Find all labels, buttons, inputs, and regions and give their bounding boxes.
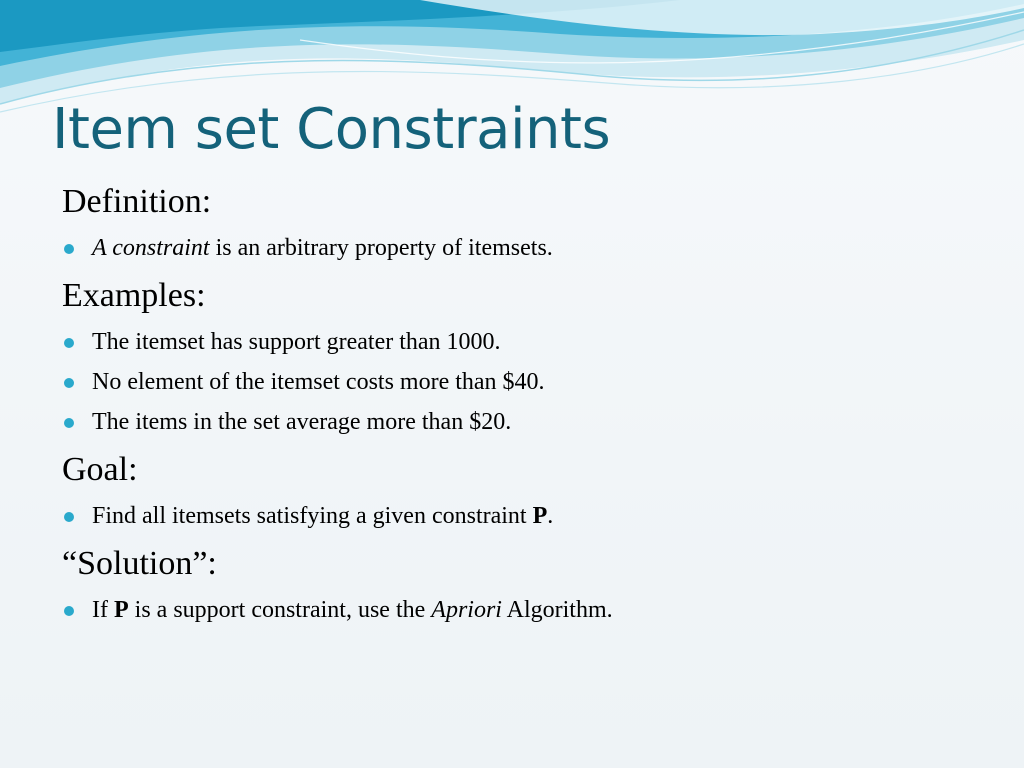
solution-term-apriori: Apriori: [431, 597, 502, 623]
heading-solution: “Solution”:: [62, 545, 217, 582]
definition-text: is an arbitrary property of itemsets.: [209, 235, 553, 261]
bullet-dot-icon: [64, 338, 74, 348]
bullet-example-2: [62, 362, 982, 402]
example-1-text: The itemset has support greater than 1000.: [92, 329, 501, 355]
solution-text-middle: is a support constraint, use the: [128, 597, 432, 623]
heading-examples: Examples:: [62, 277, 206, 314]
example-3-text: The items in the set average more than $20.: [92, 409, 512, 435]
goal-term-p: P: [532, 503, 548, 529]
bullet-solution: [62, 590, 982, 630]
bullet-dot-icon: [64, 418, 74, 428]
slide-title: Item set Constraints: [52, 97, 611, 162]
goal-text-after: .: [547, 503, 554, 529]
goal-text-before: Find all itemsets satisfying a given constraint: [92, 503, 533, 529]
bullet-example-1: [62, 322, 982, 362]
bullet-dot-icon: [64, 244, 74, 254]
bullet-example-3: [62, 402, 982, 442]
example-2-text: No element of the itemset costs more than $40.: [92, 369, 545, 395]
heading-goal: Goal:: [62, 451, 138, 488]
solution-term-p: P: [113, 597, 129, 623]
bullet-definition: [62, 228, 982, 268]
bullet-dot-icon: [64, 512, 74, 522]
solution-text-after: Algorithm.: [501, 597, 613, 623]
slide-body: [62, 182, 982, 630]
bullet-goal: [62, 496, 982, 536]
bullet-dot-icon: [64, 606, 74, 616]
heading-definition: Definition:: [62, 183, 212, 220]
term-a-constraint: A constraint: [92, 235, 210, 261]
bullet-dot-icon: [64, 378, 74, 388]
solution-text-before: If: [92, 597, 114, 623]
